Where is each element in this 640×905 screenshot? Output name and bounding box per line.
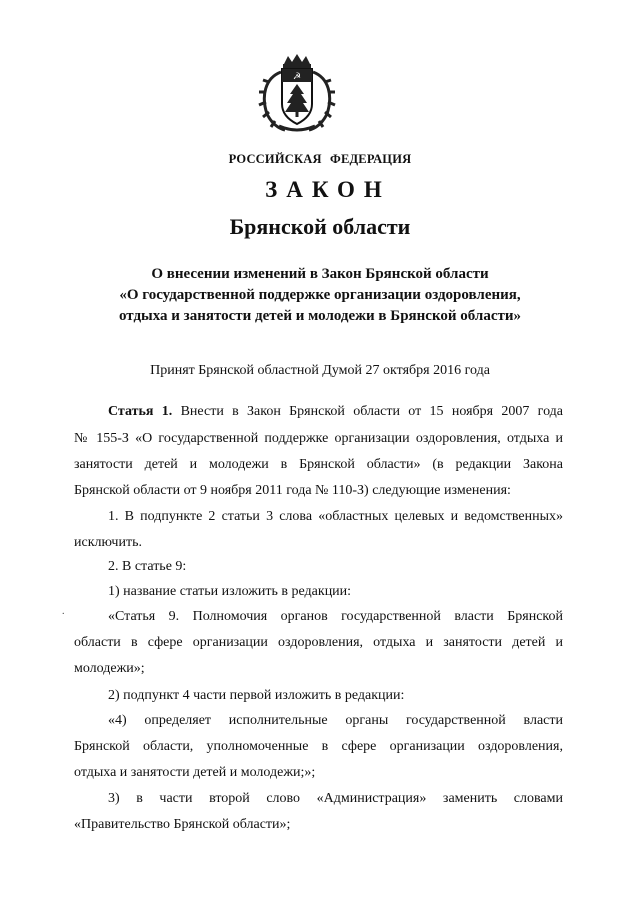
- coat-of-arms-icon: [257, 52, 337, 136]
- scan-mark: .: [62, 606, 65, 617]
- subject-line-2: «О государственной поддержке организации оздоровления,: [119, 287, 521, 303]
- article-1-text: Внести в Закон Брянской области от 15 ноября 2007 года: [180, 404, 564, 419]
- quote-2-line-3: отдыха и занятости детей и молодежи;»;: [74, 765, 316, 780]
- quote-2-line-2: Брянской области, уполномоченные в сфере организации оздоровления,: [74, 739, 563, 754]
- subject-line-3: отдыха и занятости детей и молодежи в Брянской области»: [118, 308, 522, 324]
- region-name: Брянской области: [229, 214, 411, 239]
- quote-1-line-3: молодежи»;: [74, 661, 145, 676]
- article-1-line-1: [108, 403, 563, 421]
- subitem-3-line-2: «Правительство Брянской области»;: [74, 817, 291, 832]
- quote-1-line-2: области в сфере организации оздоровления, отдыха и занятости детей и: [74, 635, 563, 650]
- svg-text:☭: ☭: [292, 72, 302, 82]
- article-1-line-3: занятости детей и молодежи в Брянской области» (в редакции Закона: [74, 457, 563, 472]
- document-type: ЗАКОН: [265, 177, 391, 202]
- subject-line-1: О внесении изменений в Закон Брянской области: [151, 266, 489, 282]
- article-1-line-4: Брянской области от 9 ноября 2011 года № 110-З) следующие изменения:: [74, 483, 511, 498]
- item-1-line-2: исключить.: [74, 535, 142, 550]
- article-1-line-2: № 155-З «О государственной поддержке организации оздоровления, отдыха и: [74, 431, 563, 446]
- adoption-note: Принят Брянской областной Думой 27 октября 2016 года: [150, 363, 490, 378]
- item-2: 2. В статье 9:: [108, 559, 187, 574]
- subitem-1: 1) название статьи изложить в редакции:: [108, 584, 352, 599]
- quote-1-line-1: «Статья 9. Полномочия органов государственной власти Брянской: [108, 609, 563, 624]
- subitem-2: 2) подпункт 4 части первой изложить в редакции:: [108, 688, 405, 703]
- article-1-label: Статья 1.: [108, 404, 173, 419]
- item-1-line-1: 1. В подпункте 2 статьи 3 слова «областных целевых и ведомственных»: [108, 509, 563, 524]
- country-name: РОССИЙСКАЯ ФЕДЕРАЦИЯ: [228, 152, 412, 166]
- quote-2-line-1: «4) определяет исполнительные органы государственной власти: [108, 713, 563, 728]
- subitem-3-line-1: 3) в части второй слово «Администрация» заменить словами: [108, 791, 563, 806]
